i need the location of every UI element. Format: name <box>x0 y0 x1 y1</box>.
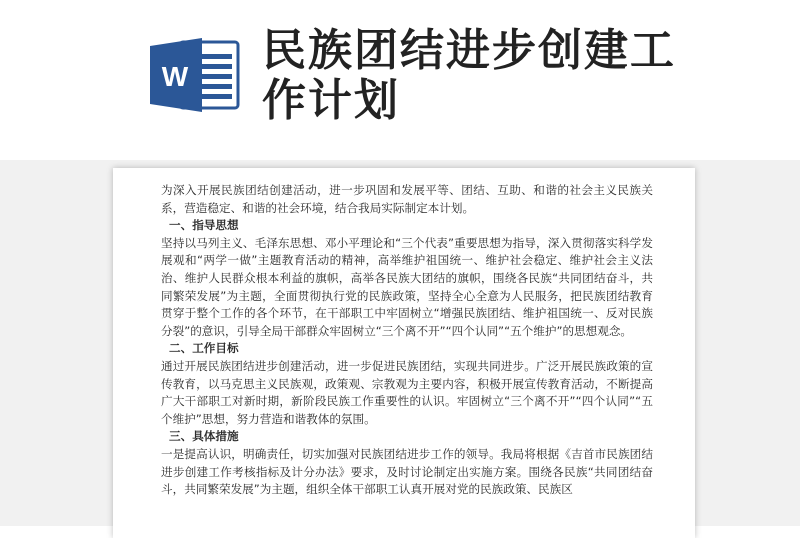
section-heading-work-goals: 二、工作目标 <box>169 341 239 356</box>
section-heading-guiding-ideology: 一、指导思想 <box>169 218 239 233</box>
section-body-work-goals: 通过开展民族团结进步创建活动，进一步促进民族团结，实现共同进步。广泛开展民族政策的宣传教育，以马克思主义民族观，政策观、宗教观为主要内容，积极开展宣传教育活动，不断提高广大干部职工对新时期，新阶段民族工作重要性的认识。牢固树立“三个离不开”“四个认同”“五个维护”思想，努力营造和谐教体的氛围。 <box>161 358 653 426</box>
page-title: 民族团结进步创建工作计划 <box>262 25 676 126</box>
document-preview-area <box>0 160 800 526</box>
section-body-measures: 一是提高认识，明确责任，切实加强对民族团结进步工作的领导。我局将根据《吉首市民族团结进步创建工作考核指标及计分办法》要求，及时讨论制定出实施方案。围绕各民族“共同团结奋斗，共同繁荣发展”为主题，组织全体干部职工认真开展对党的民族政策、民族区 <box>161 446 653 497</box>
header <box>0 0 800 160</box>
word-document-icon <box>150 36 242 114</box>
intro-paragraph: 为深入开展民族团结创建活动，进一步巩固和发展平等、团结、互助、和谐的社会主义民族关系，营造稳定、和谐的社会环境，结合我局实际制定本计划。 <box>161 183 653 215</box>
svg-text:W: W <box>161 61 189 92</box>
document-content <box>161 182 653 499</box>
document-page <box>113 168 695 538</box>
section-body-guiding-ideology: 坚持以马列主义、毛泽东思想、邓小平理论和“三个代表”重要思想为指导，深入贯彻落实科学发展观和“两学一做”主题教育活动的精神，高举维护祖国统一、维护社会稳定、维护社会主义法治、维护人民群众根本利益的旗帜，高举各民族大团结的旗帜，围绕各民族“共同团结奋斗，共同繁荣发展”为主题，全面贯彻执行党的民族政策，坚持全心全意为人民服务，把民族团结教育贯穿于整个工作的各个环节，在干部职工中牢固树立“增强民族团结、维护祖国统一、反对民族分裂”的意识，引导全局干部群众牢固树立“三个离不开”“四个认同”“五个维护”的思想观念。 <box>161 235 653 338</box>
section-heading-measures: 三、具体措施 <box>169 429 239 444</box>
